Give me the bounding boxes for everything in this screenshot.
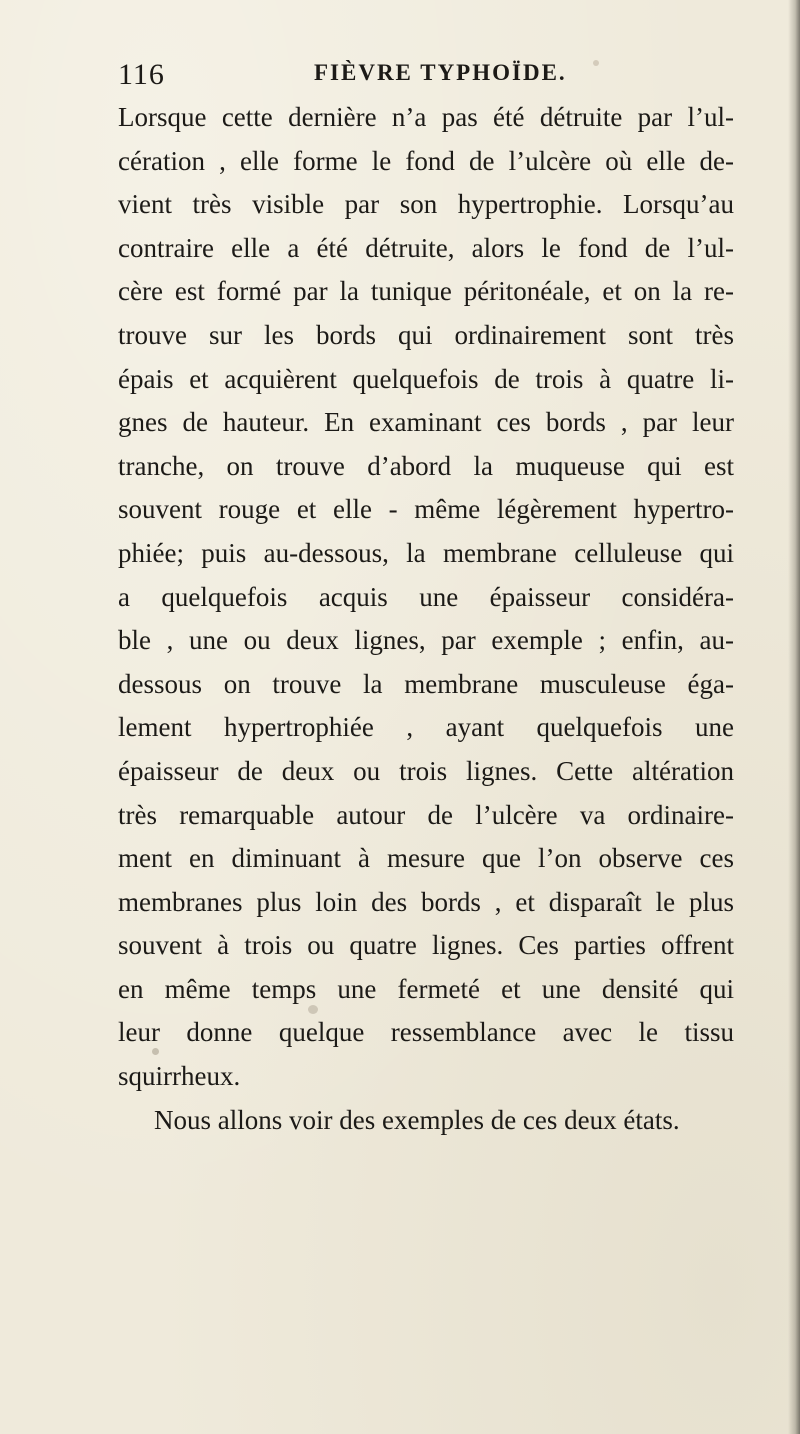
text-line: ble , une ou deux lignes, par exemple ; enfin, au- [118,625,734,656]
text-line: trouve sur les bords qui ordinairement sont très [118,319,734,350]
paper-spot [593,60,599,66]
page-header [118,58,718,98]
text-line: membranes plus loin des bords , et disparaît le plus [118,886,734,917]
text-line: leur donne quelque ressemblance avec le tissu [118,1017,734,1048]
text-line: lement hypertrophiée , ayant quelquefois une [118,712,734,743]
text-line: contraire elle a été détruite, alors le fond de l’ul- [118,232,734,263]
text-line: ment en diminuant à mesure que l’on observe ces [118,843,734,874]
paragraph-2 [118,1099,734,1143]
text-line: a quelquefois acquis une épaisseur considéra- [118,581,734,612]
text-line: Nous allons voir des exemples de ces deux états. [154,1104,680,1135]
page-number: 116 [118,58,165,91]
text-line: tranche, on trouve d’abord la muqueuse qui est [118,450,734,481]
text-line: squirrheux. [118,1061,241,1092]
text-line: épaisseur de deux ou trois lignes. Cette altération [118,755,734,786]
paper-spot [308,1005,318,1014]
paper-spot [152,1048,159,1055]
text-line: en même temps une fermeté et une densité qui [118,973,734,1004]
paragraph-1 [118,96,734,1099]
text-line: souvent rouge et elle - même légèrement hypertro- [118,494,734,525]
text-line: dessous on trouve la membrane musculeuse éga- [118,668,734,699]
text-line: épais et acquièrent quelquefois de trois à quatre li- [118,363,734,394]
running-title: FIÈVRE TYPHOÏDE. [314,60,567,85]
text-line: cère est formé par la tunique péritonéale, et on la re- [118,276,734,307]
text-line: phiée; puis au-dessous, la membrane celluleuse qui [118,537,734,568]
text-line: vient très visible par son hypertrophie. Lorsqu’au [118,189,734,220]
page-edge-shadow [788,0,800,1434]
text-line: gnes de hauteur. En examinant ces bords , par leur [118,407,734,438]
text-line: souvent à trois ou quatre lignes. Ces parties offrent [118,930,734,961]
text-line: très remarquable autour de l’ulcère va ordinaire- [118,799,734,830]
body-text [118,96,734,1142]
text-line: Lorsque cette dernière n’a pas été détruite par l’ul- [118,102,734,132]
text-line: cération , elle forme le fond de l’ulcère où elle de- [118,145,734,176]
